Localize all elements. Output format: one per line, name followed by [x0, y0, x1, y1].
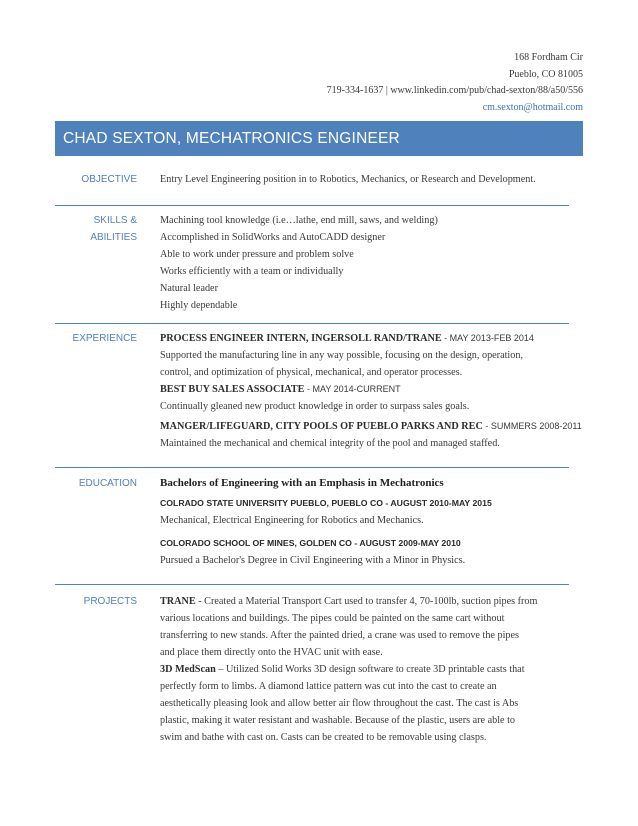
project-text: aesthetically pleasing look and allow better air flow throughout the cast. The cast is Abs [160, 698, 519, 709]
job-description: Continually gleaned new product knowledge in order to surpass sales goals. [160, 401, 470, 412]
education-list [160, 475, 570, 569]
job-date: - MAY 2014-CURRENT [304, 384, 401, 394]
project-text: – Utilized Solid Works 3D design software to create 3D printable casts that [215, 664, 525, 675]
project-text: various locations and buildings. The pipes could be painted on the same cart without [160, 613, 505, 624]
job-description: Supported the manufacturing line in any way possible, focusing on the design, operation, [160, 350, 523, 361]
job-heading [160, 381, 570, 398]
skills-label [55, 212, 137, 246]
skill-item: Works efficiently with a team or individually [160, 266, 344, 277]
job-date: - SUMMERS 2008-2011 [482, 421, 582, 431]
skill-item: Accomplished in SolidWorks and AutoCADD designer [160, 232, 386, 243]
skills-label-line2: ABILITIES [90, 232, 137, 243]
job-title: PROCESS ENGINEER INTERN, INGERSOLL RAND/TRANE [160, 333, 442, 344]
projects-list [160, 593, 570, 746]
projects-label: PROJECTS [83, 596, 137, 607]
project-text: swim and bathe with cast on. Casts can be created to be removable using clasps. [160, 732, 487, 743]
contact-phone-web: 719-334-1637 | www.linkedin.com/pub/chad-sexton/88/a50/556 [326, 85, 583, 96]
project-text: plastic, making it water resistant and washable. Because of the plastic, users are able to [160, 715, 516, 726]
contact-email[interactable]: cm.sexton@hotmail.com [482, 101, 583, 113]
school-name: COLORADO SCHOOL OF MINES, GOLDEN CO - AUGUST 2009-MAY 2010 [160, 538, 461, 548]
project-text: - Created a Material Transport Cart used to transfer 4, 70-100lb, suction pipes from [195, 596, 538, 607]
education-label: EDUCATION [78, 478, 137, 489]
job-heading [160, 330, 570, 347]
skill-item: Highly dependable [160, 300, 238, 311]
contact-info [327, 50, 583, 116]
objective-line: Entry Level Engineering position in to Robotics, Mechanics, or Research and Development. [160, 174, 536, 185]
resume-title: CHAD SEXTON, MECHATRONICS ENGINEER [63, 130, 400, 147]
skill-item: Natural leader [160, 283, 218, 294]
project-name: 3D MedScan [160, 664, 216, 675]
project-heading [160, 593, 570, 610]
skill-item: Machining tool knowledge (i.e…lathe, end mill, saws, and welding) [160, 215, 438, 226]
skills-list [160, 212, 570, 314]
section-divider [55, 584, 569, 585]
project-heading [160, 661, 570, 678]
school-detail: Mechanical, Electrical Engineering for Robotics and Mechanics. [160, 515, 424, 526]
skill-item: Able to work under pressure and problem solve [160, 249, 354, 260]
job-description: Maintained the mechanical and chemical integrity of the pool and managed staffed. [160, 438, 500, 449]
school-detail: Pursued a Bachelor's Degree in Civil Engineering with a Minor in Physics. [160, 555, 466, 566]
name-banner [55, 121, 583, 156]
section-divider [55, 323, 569, 324]
contact-street: 168 Fordham Cir [514, 52, 583, 63]
job-date: - MAY 2013-FEB 2014 [441, 333, 534, 343]
section-divider [55, 205, 569, 206]
project-text: transferring to new stands. After the painted dried, a crane was used to remove the pipes [160, 630, 519, 641]
school-name: COLRADO STATE UNIVERSITY PUEBLO, PUEBLO CO - AUGUST 2010-MAY 2015 [160, 498, 492, 508]
project-text: perfectly form to limbs. A diamond lattice pattern was cut into the cast to create an [160, 681, 497, 692]
experience-label: EXPERIENCE [72, 333, 137, 344]
objective-label: OBJECTIVE [81, 174, 137, 185]
job-title: MANGER/LIFEGUARD, CITY POOLS OF PUEBLO PARKS AND REC [160, 421, 483, 432]
objective-text [160, 171, 570, 188]
skills-label-line1: SKILLS & [93, 215, 137, 226]
project-text: and place them directly onto the HVAC unit with ease. [160, 647, 383, 658]
job-heading [160, 418, 582, 435]
experience-list [160, 330, 582, 452]
contact-city: Pueblo, CO 81005 [508, 68, 583, 80]
job-description: control, and optimization of physical, mechanical, and operator processes. [160, 367, 463, 378]
section-divider [55, 467, 569, 468]
job-title: BEST BUY SALES ASSOCIATE [160, 384, 305, 395]
degree-title: Bachelors of Engineering with an Emphasis in Mechatronics [160, 477, 444, 489]
project-name: TRANE [160, 596, 196, 607]
